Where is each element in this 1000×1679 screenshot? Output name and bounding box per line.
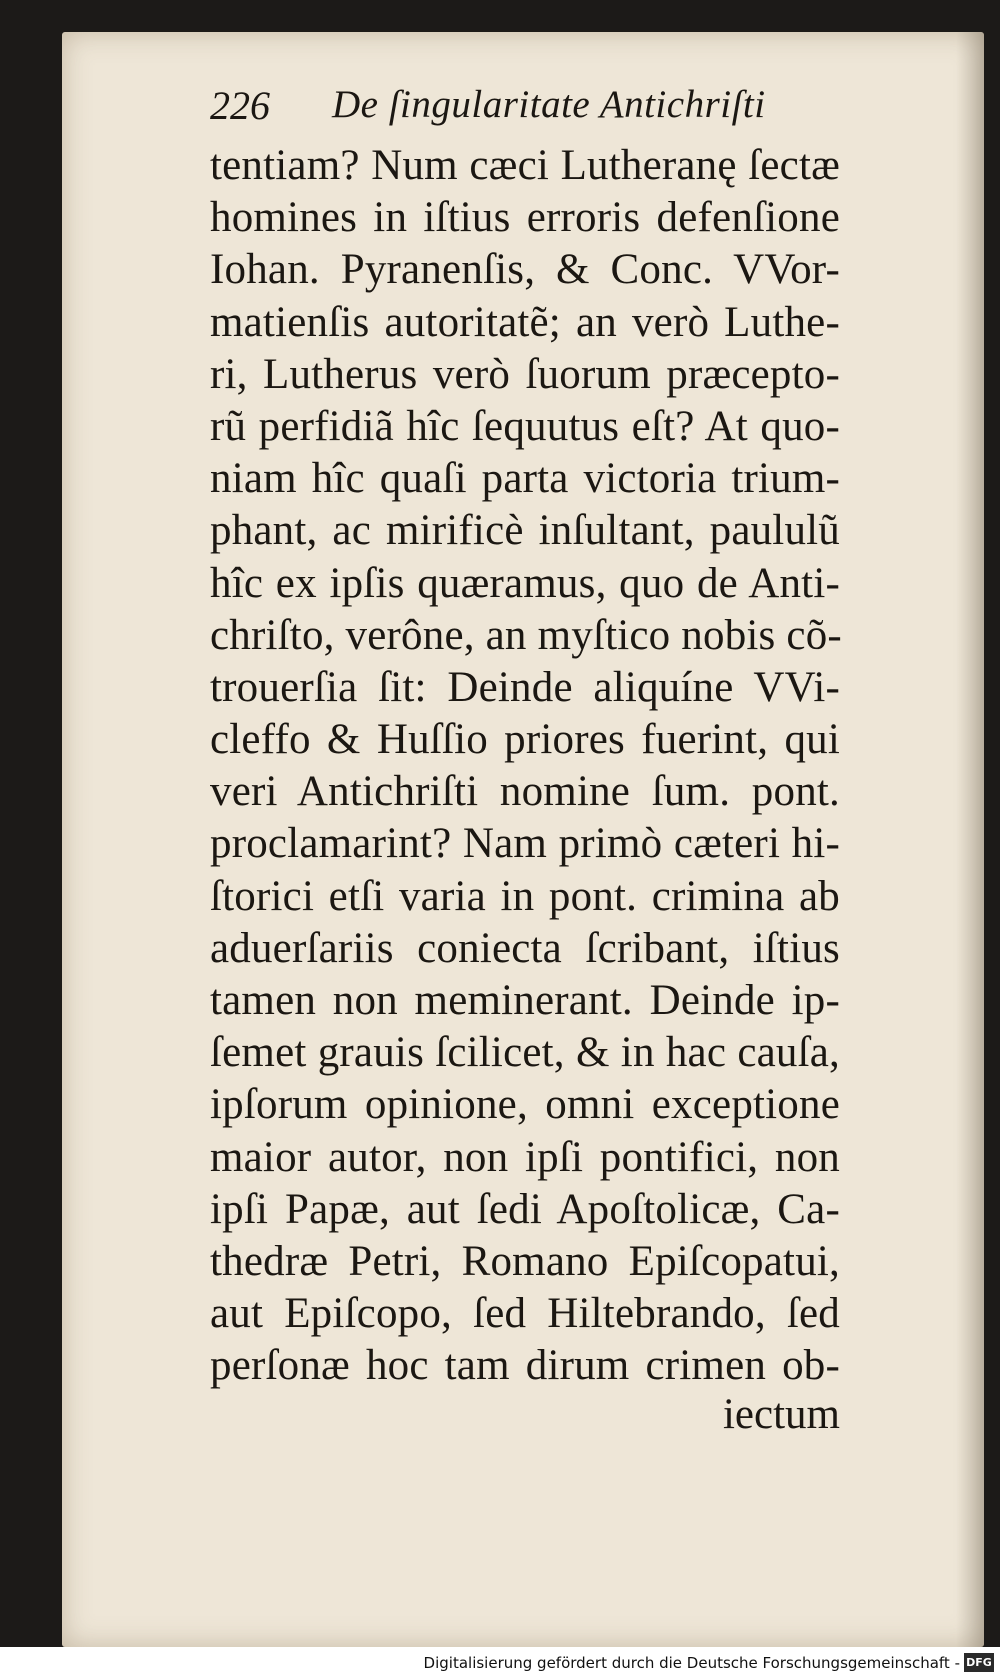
text-line: trouerſia ſit: Deinde aliquíne VVi-	[210, 663, 840, 711]
page-edge-shadow	[956, 32, 984, 1647]
body-text	[210, 140, 840, 1393]
text-line: ri, Lutherus verò ſuorum præcepto-	[210, 350, 840, 398]
text-line: ipſi Papæ, aut ſedi Apoſtolicæ, Ca-	[210, 1185, 840, 1233]
text-line: cleffo & Huſſio priores fuerint, qui	[210, 716, 840, 764]
text-line: matienſis autoritatẽ; an verò Luthe-	[210, 298, 840, 346]
text-line: tamen non meminerant. Deinde ip-	[210, 977, 840, 1024]
dfg-logo: DFG	[964, 1653, 994, 1672]
text-line: homines in iſtius erroris defenſione	[210, 194, 840, 242]
text-line: chriſto, verône, an myſtico nobis cõ-	[210, 611, 842, 659]
page-header	[210, 82, 830, 132]
text-line: ſemet grauis ſcilicet, & in hac cauſa,	[210, 1029, 840, 1077]
text-line: aut Epiſcopo, ſed Hiltebrando, ſed	[210, 1290, 840, 1338]
text-line: ſtorici etſi varia in pont. crimina ab	[210, 872, 840, 920]
footer-bar	[0, 1647, 1000, 1679]
running-head: De ſingularitate Antichriſti	[332, 83, 766, 126]
text-line: thedræ Petri, Romano Epiſcopatui,	[210, 1237, 840, 1285]
text-line: perſonæ hoc tam dirum crimen ob-	[210, 1342, 840, 1390]
digitization-credit: Digitalisierung gefördert durch die Deutsche Forschungsgemeinschaft -	[423, 1654, 960, 1672]
text-line: Iohan. Pyranenſis, & Conc. VVor-	[210, 246, 840, 294]
text-line: ipſorum opinione, omni exceptione	[210, 1081, 840, 1129]
catchword: iectum	[722, 1391, 840, 1438]
text-line: proclamarint? Nam primò cæteri hi-	[210, 820, 840, 868]
text-line: phant, ac mirificè inſultant, paululũ	[210, 507, 840, 555]
page-number: 226	[210, 83, 270, 128]
text-line: tentiam? Num cæci Lutheranę ſectæ	[210, 142, 840, 189]
text-line: veri Antichriſti nomine ſum. pont.	[210, 768, 840, 816]
text-line: niam hîc quaſi parta victoria trium-	[210, 455, 840, 503]
text-line: aduerſariis coniecta ſcribant, iſtius	[210, 924, 840, 972]
text-line: maior autor, non ipſi pontifici, non	[210, 1133, 840, 1181]
text-line: rũ perfidiã hîc ſequutus eſt? At quo-	[210, 402, 840, 450]
text-line: hîc ex ipſis quæramus, quo de Anti-	[210, 559, 840, 607]
